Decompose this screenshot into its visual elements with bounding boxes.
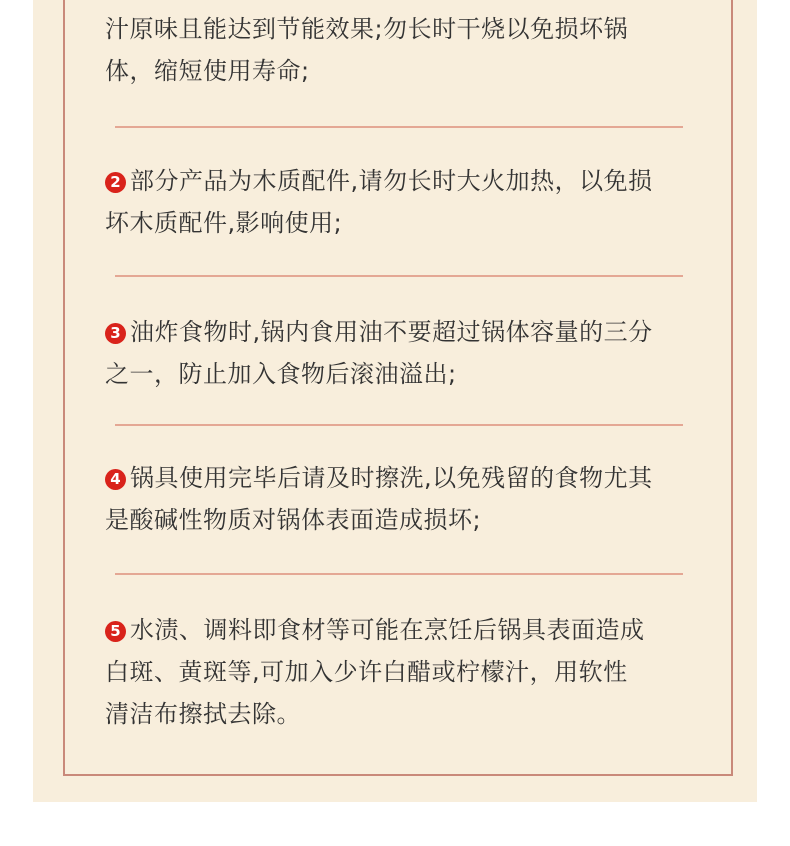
divider-4 [115,573,683,575]
note-4 [105,457,725,541]
divider-3 [115,424,683,426]
note-number-badge: 3 [105,323,126,344]
note-number-badge: 2 [105,172,126,193]
divider-2 [115,275,683,277]
note-2-line-2: 坏木质配件,影响使用; [105,209,343,237]
note-2 [105,160,725,244]
note-number-badge: 5 [105,621,126,642]
note-1-line-2: 体，缩短使用寿命; [105,57,310,85]
note-2-line-1: 部分产品为木质配件,请勿长时大火加热，以免损 [130,167,653,195]
note-1-line-1: 汁原味且能达到节能效果;勿长时干烧以免损坏锅 [105,15,629,43]
note-3-line-1: 油炸食物时,锅内食用油不要超过锅体容量的三分 [130,318,653,346]
note-3 [105,311,725,395]
note-4-line-2: 是酸碱性物质对锅体表面造成损坏; [105,506,482,534]
note-5 [105,609,725,735]
note-1 [105,8,725,92]
note-5-line-1: 水渍、调料即食材等可能在烹饪后锅具表面造成 [130,616,645,644]
note-5-line-3: 清洁布擦拭去除。 [105,700,301,728]
note-3-line-2: 之一，防止加入食物后滚油溢出; [105,360,457,388]
divider-1 [115,126,683,128]
note-number-badge: 4 [105,469,126,490]
note-4-line-1: 锅具使用完毕后请及时擦洗,以免残留的食物尤其 [130,464,653,492]
note-5-line-2: 白斑、黄斑等,可加入少许白醋或柠檬汁，用软性 [105,658,628,686]
